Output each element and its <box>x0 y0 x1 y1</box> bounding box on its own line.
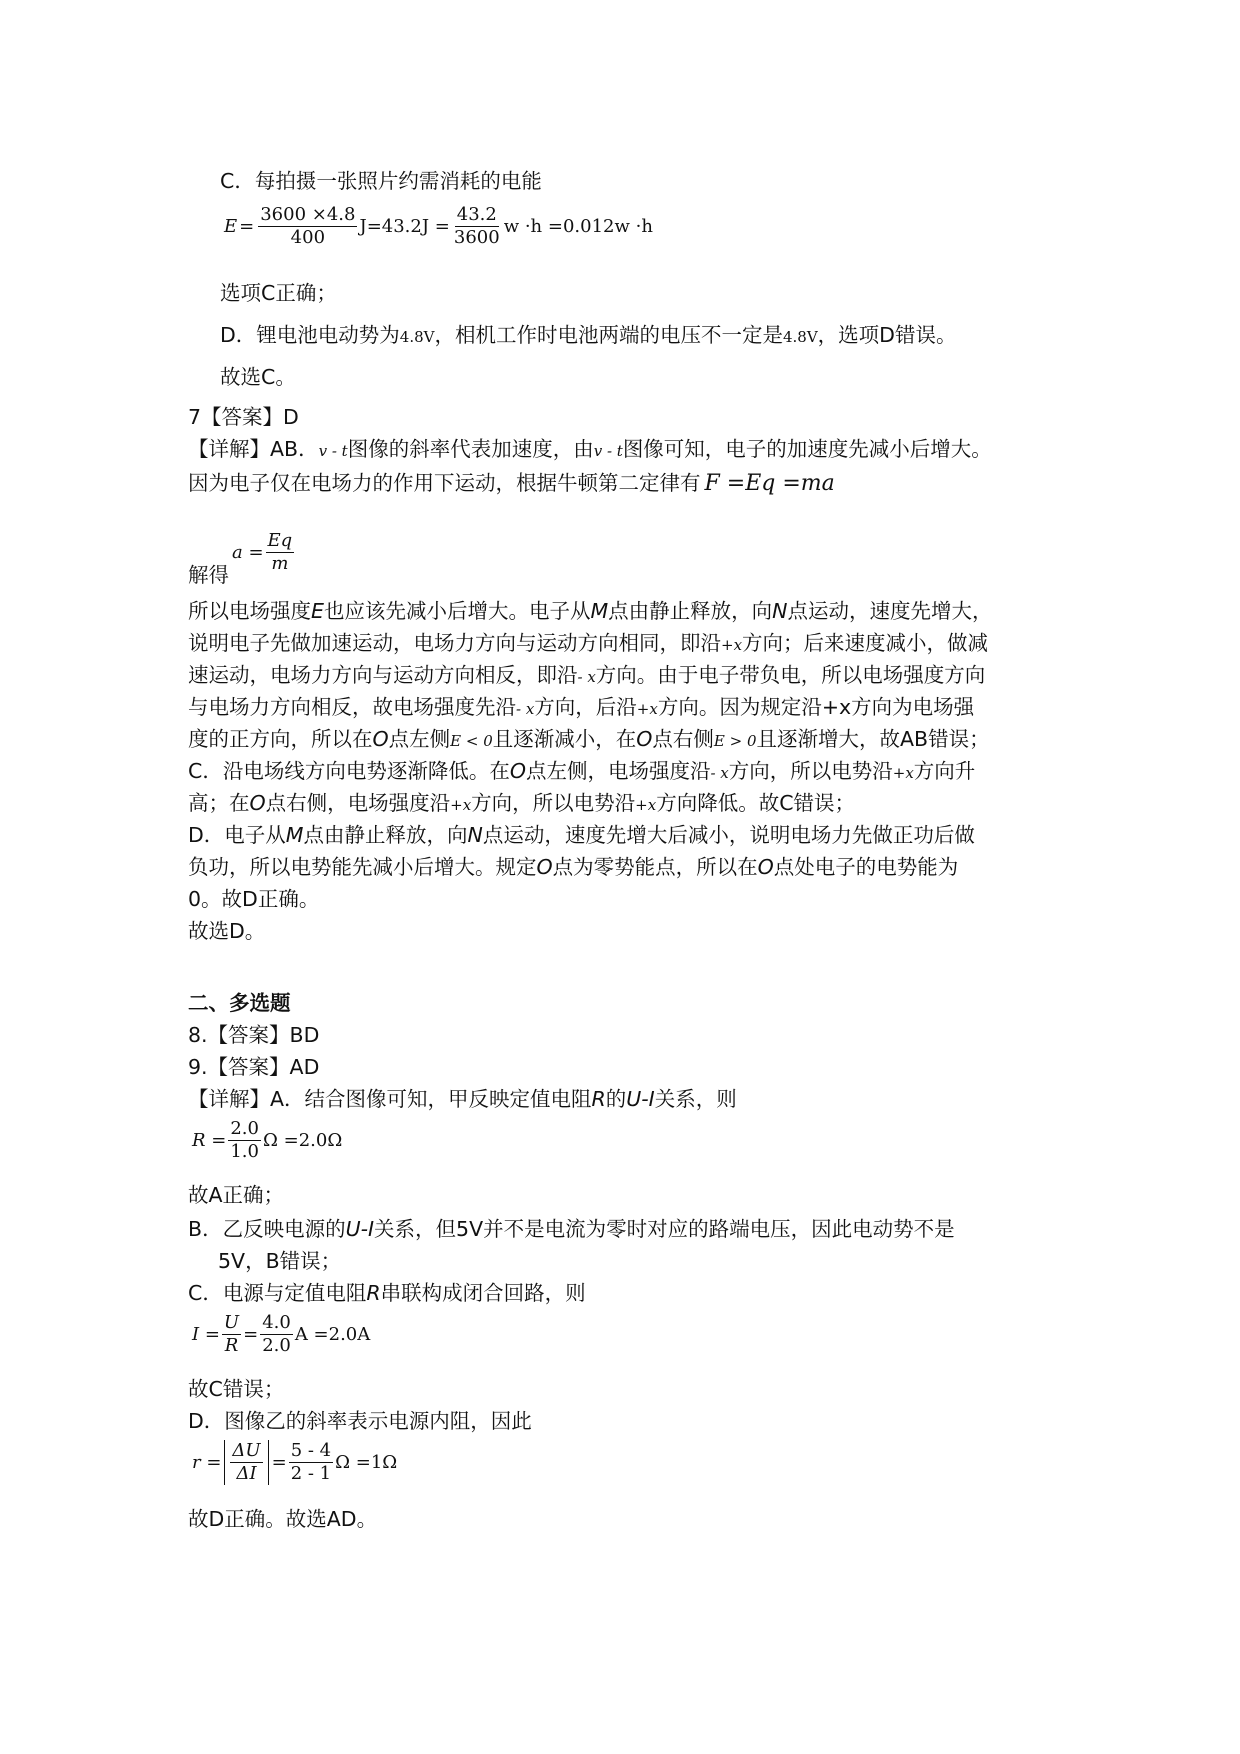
q9-detail-c: C．电源与定值电阻R串联构成闭合回路，则 <box>188 1281 586 1305</box>
absolute-value <box>224 1440 268 1485</box>
q7-jiede-label: 解得 <box>188 563 229 587</box>
q9-internal-resistance-formula: r = $\frac{\Delta U}{\Delta I}$ = $\frac{5 - 4}{2 - 1}$ Ω =1Ω <box>192 1440 398 1484</box>
q9-detail-a: 【详解】A．结合图像可知，甲反映定值电阻R的U-I关系，则 <box>188 1087 737 1111</box>
fraction: $\frac{4.0}{2.0}$ <box>262 1312 291 1356</box>
q7-detail-line5: 说明电子先做加速运动，电场力方向与运动方向相同，即沿+x方向；后来速度减小，做减 <box>188 631 989 655</box>
q9-resistance-formula: R = $\frac{2.0}{1.0}$ Ω =2.0Ω <box>192 1118 343 1162</box>
q9-detail-b-line2: 5V，B错误； <box>218 1249 342 1273</box>
q7-detail-line7: 与电场力方向相反，故电场强度先沿- x方向，后沿+x方向。因为规定沿+x方向为电场强 <box>188 695 975 719</box>
q7-detail-line1: 【详解】AB．v - t图像的斜率代表加速度，由v - t图像可知，电子的加速度先减小后增大。 <box>188 437 992 461</box>
q7-detail-line8: 度的正方向，所以在O点左侧E < 0且逐渐减小，在O点右侧E > 0且逐渐增大，故AB错误； <box>188 727 990 751</box>
q7-detail-line13: 0。故D正确。 <box>188 887 320 911</box>
q7-acceleration-formula: a = $\frac{Eq}{m}$ <box>232 530 293 574</box>
q9-detail-d: D．图像乙的斜率表示电源内阻，因此 <box>188 1409 532 1433</box>
q9-detail-b-line1: B．乙反映电源的U-I关系，但5V并不是电流为零时对应的路端电压，因此电动势不是 <box>188 1217 955 1241</box>
q6-d-statement: D．锂电池电动势为4.8V，相机工作时电池两端的电压不一定是4.8V，选项D错误。 <box>220 323 957 347</box>
q7-detail-line6: 速运动，电场力方向与运动方向相反，即沿- x方向。由于电子带负电，所以电场强度方向 <box>188 663 986 687</box>
q7-final: 故选D。 <box>188 919 266 943</box>
q9-a-correct: 故A正确； <box>188 1183 285 1207</box>
fraction: $\frac{5 - 4}{2 - 1}$ <box>290 1440 332 1484</box>
q6-c-intro: C．每拍摄一张照片约需消耗的电能 <box>220 169 542 193</box>
q7-detail-line11: D．电子从M点由静止释放，向N点运动，速度先增大后减小，说明电场力先做正功后做 <box>188 823 975 847</box>
section-title-multiple-choice: 二、多选题 <box>188 991 291 1015</box>
q7-detail-line10: 高；在O点右侧，电场强度沿+x方向，所以电势沿+x方向降低。故C错误； <box>188 791 856 815</box>
q7-answer: 7【答案】D <box>188 405 299 429</box>
fraction: $\frac{U}{R}$ <box>223 1312 240 1356</box>
fraction: $\frac{Eq}{m}$ <box>267 530 293 574</box>
q7-detail-line12: 负功，所以电势能先减小后增大。规定O点为零势能点，所以在O点处电子的电势能为 <box>188 855 959 879</box>
q9-c-wrong: 故C错误； <box>188 1377 285 1401</box>
q6-final: 故选C。 <box>220 365 296 389</box>
q8-answer: 8.【答案】BD <box>188 1023 320 1047</box>
q7-detail-line4: 所以电场强度E也应该先减小后增大。电子从M点由静止释放，向N点运动，速度先增大， <box>188 599 993 623</box>
fraction: $\frac{3600 \times 4.8}{400}$ <box>260 204 356 248</box>
q7-detail-line2: 因为电子仅在电场力的作用下运动，根据牛顿第二定律有 F =Eq =ma <box>188 471 835 496</box>
q9-current-formula: I = $\frac{U}{R}$ = $\frac{4.0}{2.0}$ A =2.0A <box>192 1312 371 1356</box>
q9-answer: 9.【答案】AD <box>188 1055 320 1079</box>
fraction: $\frac{\Delta U}{\Delta I}$ <box>232 1440 261 1484</box>
q9-final: 故D正确。故选AD。 <box>188 1507 378 1531</box>
q6-energy-formula: E = $\frac{3600 \times 4.8}{400}$ J=43.2J = $\frac{43.2}{3600}$ w ·h =0.012w ·h <box>224 204 653 248</box>
fraction: $\frac{2.0}{1.0}$ <box>230 1118 259 1162</box>
q6-c-result: 选项C正确； <box>220 281 337 305</box>
fraction: $\frac{43.2}{3600}$ <box>453 204 500 248</box>
q7-detail-line9: C．沿电场线方向电势逐渐降低。在O点左侧，电场强度沿- x方向，所以电势沿+x方向升 <box>188 759 976 783</box>
